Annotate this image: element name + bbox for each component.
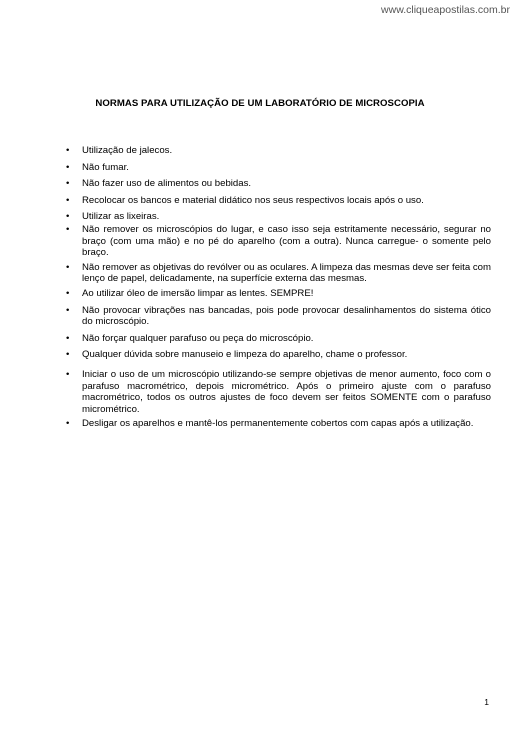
- rule-text: Desligar os aparelhos e mantê-los permanentemente cobertos com capas após a utilização.: [82, 418, 474, 430]
- rule-item: [66, 145, 491, 157]
- rule-text: Ao utilizar óleo de imersão limpar as lentes. SEMPRE!: [82, 287, 314, 299]
- rule-item: [66, 262, 491, 285]
- rule-text: Não remover os microscópios do lugar, e caso isso seja estritamente necessário, segurar no braço (com uma mão) e no pé do aparelho (com a outra). Nunca carregue- o somente pelo braço.: [82, 223, 491, 259]
- bullet-icon: •: [66, 161, 70, 173]
- rule-item: [66, 162, 491, 174]
- rule-text: Utilização de jalecos.: [82, 145, 173, 156]
- page-number: 1: [484, 697, 489, 707]
- rule-item: [66, 224, 491, 259]
- rule-text: Não remover as objetivas do revólver ou as oculares. A limpeza das mesmas deve ser feita com lenço de papel, delicadamente, na superfície externa das mesmas.: [82, 261, 491, 285]
- bullet-icon: •: [66, 194, 70, 206]
- rule-item: [66, 349, 491, 361]
- bullet-icon: •: [66, 261, 70, 273]
- bullet-icon: •: [66, 304, 70, 316]
- rule-item: [66, 211, 491, 223]
- bullet-icon: •: [66, 178, 70, 190]
- rule-item: [66, 288, 491, 300]
- rule-item: [66, 195, 491, 207]
- rule-text: Não forçar qualquer parafuso ou peça do microscópio.: [82, 332, 314, 344]
- bullet-icon: •: [66, 418, 70, 430]
- bullet-icon: •: [66, 287, 70, 299]
- rule-text: Não fazer uso de alimentos ou bebidas.: [82, 178, 252, 190]
- document-title: NORMAS PARA UTILIZAÇÃO DE UM LABORATÓRIO DE MICROSCOPIA: [95, 98, 425, 109]
- rule-text: Recolocar os bancos e material didático nos seus respectivos locais após o uso.: [82, 194, 424, 206]
- bullet-icon: •: [66, 211, 70, 223]
- bullet-icon: •: [66, 332, 70, 344]
- rule-item: [66, 305, 491, 328]
- rule-item: [66, 178, 491, 190]
- bullet-icon: •: [66, 223, 70, 235]
- rule-text: Não fumar.: [82, 161, 129, 173]
- rule-item: [66, 333, 491, 345]
- site-url: www.cliqueapostilas.com.br: [381, 4, 510, 16]
- rule-text: Qualquer dúvida sobre manuseio e limpeza do aparelho, chame o professor.: [82, 349, 408, 361]
- rule-text: Não provocar vibrações nas bancadas, pois pode provocar desalinhamentos do sistema ótico do microscópio.: [82, 304, 491, 328]
- rule-item: [66, 418, 491, 430]
- rule-text: Utilizar as lixeiras.: [82, 211, 160, 223]
- bullet-icon: •: [66, 349, 70, 361]
- rules-list: [66, 145, 491, 430]
- rule-text: Iniciar o uso de um microscópio utilizando-se sempre objetivas de menor aumento, foco com o parafuso macrométrico, depois micrométrico. Após o primeiro ajuste com o parafuso macrométrico, todos os outros ajustes de foco devem ser feitos SOMENTE com o parafuso micrométrico.: [82, 368, 491, 415]
- bullet-icon: •: [66, 145, 70, 156]
- bullet-icon: •: [66, 368, 70, 380]
- rule-item: [66, 369, 491, 415]
